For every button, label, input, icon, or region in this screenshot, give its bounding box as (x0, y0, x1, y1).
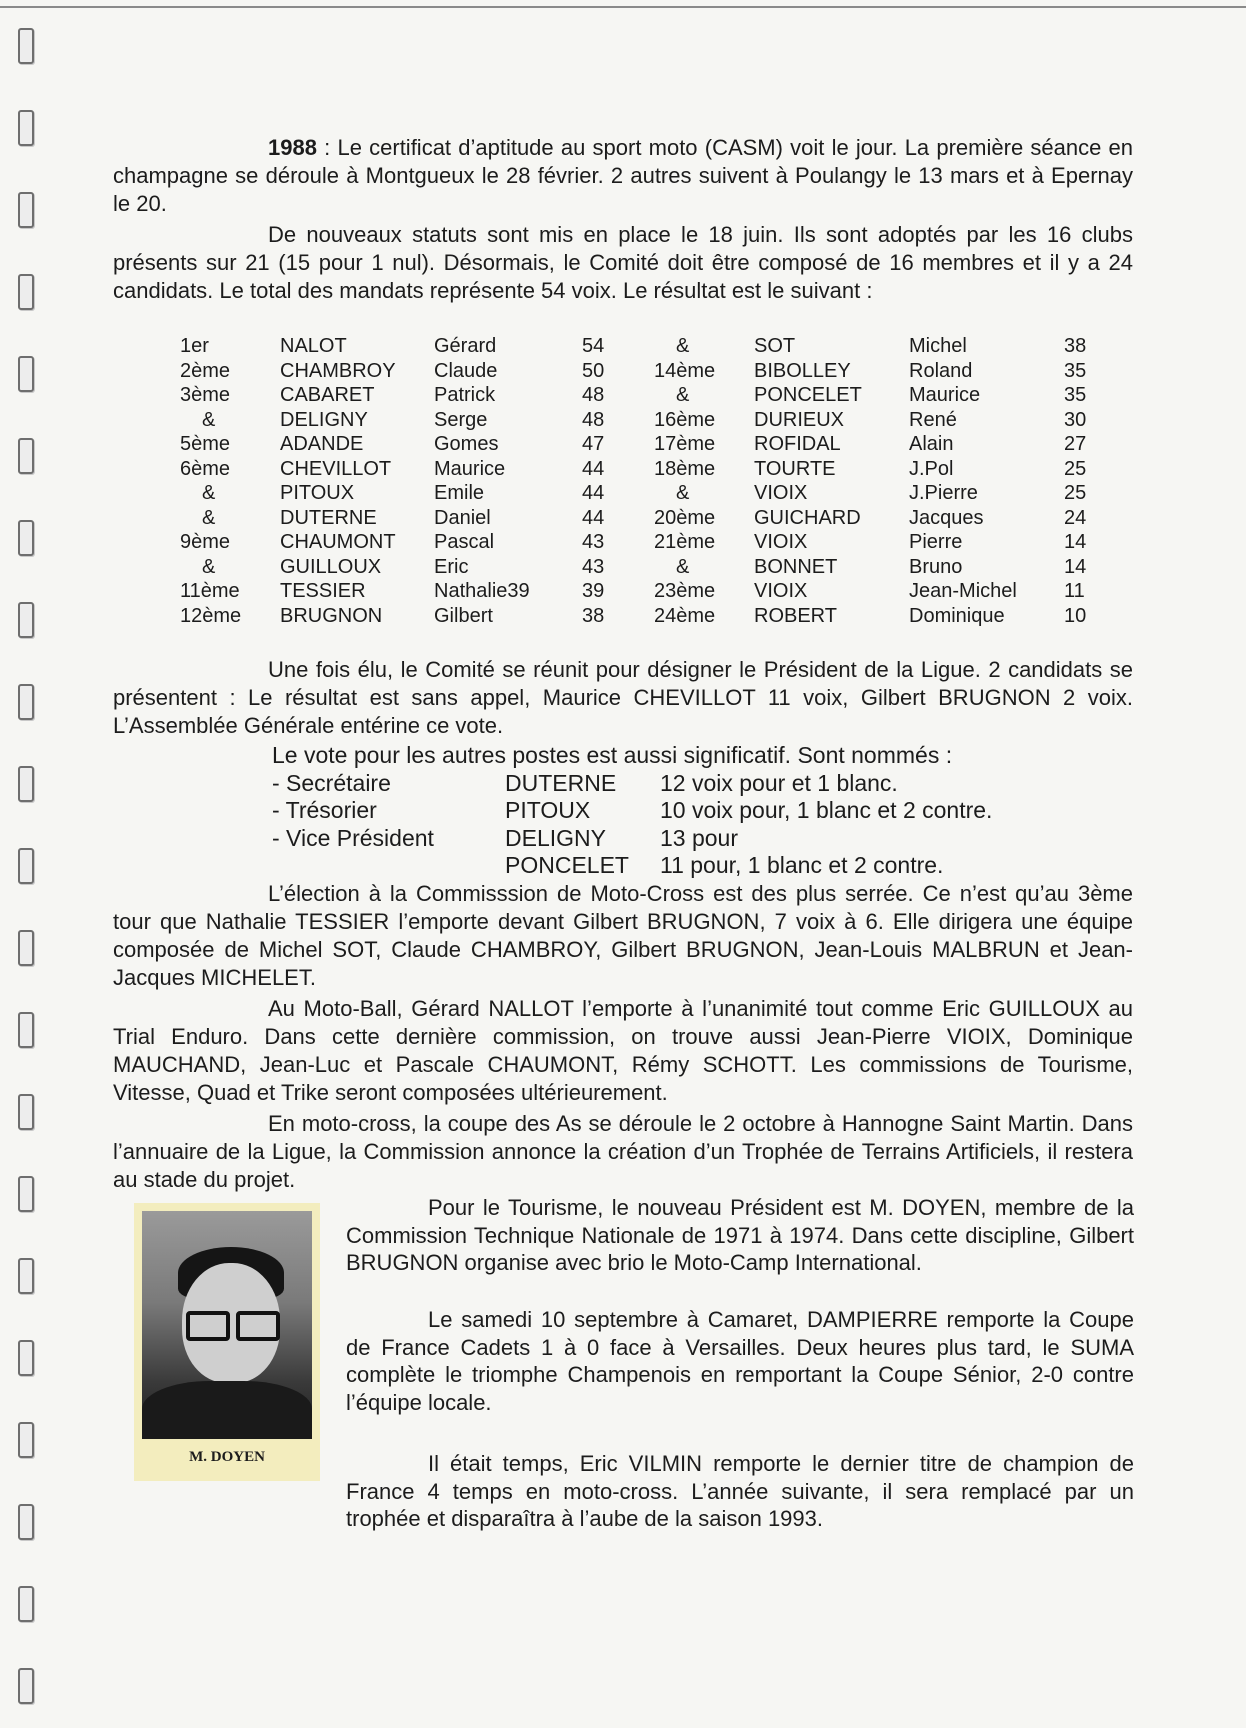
motocross-paragraph: L’élection à la Commisssion de Moto-Cross est des plus serrée. Ce n’est qu’au 3ème tour que Nathalie TESSIER l’emporte devant Gilbert BRUGNON, 7 voix à 6. Elle dirigera une équipe composée de Michel SOT, Claude CHAMBROY, Gilbert BRUGNON, Jean-Louis MALBRUN et Jean-Jacques MICHELET. (113, 881, 1133, 990)
rank-cell: & (202, 482, 216, 504)
lastname-cell: CHEVILLOT (280, 457, 392, 480)
poste-row (272, 797, 993, 825)
votes-cell: 50 (582, 359, 605, 382)
tourisme-paragraph: Pour le Tourisme, le nouveau Président est M. DOYEN, membre de la Commission Technique Nationale de 1971 à 1974. Dans cette discipline, Gilbert BRUGNON organise avec brio le Moto-Camp International. (346, 1195, 1134, 1275)
votes-cell: 27 (1064, 433, 1087, 455)
statuts-paragraph: De nouveaux statuts sont mis en place le 18 juin. Ils sont adoptés par les 16 clubs présents sur 21 (15 pour 1 nul). Désormais, le Comité doit être composé de 16 membres et il y a 24 candidats. Le total des mandats représente 54 voix. Le résultat est le suivant : (113, 222, 1133, 303)
intro-text: : Le certificat d’aptitude au sport moto (CASM) voit le jour. La première séance en champagne se déroule à Montgueux le 28 février. 2 autres suivent à Poulangy le 13 mars et à Epernay le 20. (113, 135, 1133, 216)
motoball-paragraph: Au Moto-Ball, Gérard NALLOT l’emporte à l’unanimité tout comme Eric GUILLOUX au Trial Enduro. Dans cette dernière commission, on trouve aussi Jean-Pierre VIOIX, Dominique MAUCHAND, Jean-Luc et Pascale CHAUMONT, Rémy SCHOTT. Les commissions de Tourisme, Vitesse, Quad et Trike seront composées ultérieurement. (113, 996, 1133, 1105)
poste-name: PITOUX (505, 797, 591, 823)
lastname-cell: TESSIER (280, 580, 366, 602)
votes-cell: 24 (1064, 506, 1087, 529)
lastname-cell: BRUGNON (280, 604, 383, 627)
poste-votes: 11 pour, 1 blanc et 2 contre. (660, 852, 944, 878)
lastname-cell: NALOT (280, 335, 347, 357)
lastname-cell: VIOIX (754, 531, 808, 553)
lastname-cell: GUILLOUX (280, 555, 382, 578)
doyen-photo-frame (134, 1203, 320, 1481)
votes-cell: 54 (582, 335, 605, 357)
votes-cell: 14 (1064, 531, 1087, 553)
votes-cell: 10 (1064, 604, 1087, 627)
results-row (180, 555, 1104, 580)
firstname-cell: Alain (909, 433, 954, 455)
lastname-cell: BONNET (754, 555, 838, 578)
lastname-cell: TOURTE (754, 457, 836, 480)
rank-cell: & (202, 408, 216, 431)
votes-cell: 39 (582, 580, 605, 602)
rank-cell: 6ème (180, 457, 231, 480)
votes-cell: 48 (582, 408, 605, 431)
lastname-cell: DURIEUX (754, 408, 845, 431)
votes-cell: 44 (582, 482, 605, 504)
vilmin-paragraph: Il était temps, Eric VILMIN remporte le dernier titre de champion de France 4 temps en moto-cross. L’année suivante, il sera remplacé par un trophée et disparaîtra à l’aube de la saison 1993. (346, 1451, 1134, 1531)
rank-cell: 17ème (654, 433, 716, 455)
lastname-cell: CHAUMONT (280, 531, 396, 553)
rank-cell: & (676, 555, 690, 578)
votes-cell: 38 (582, 604, 605, 627)
votes-cell: 30 (1064, 408, 1087, 431)
firstname-cell: Michel (909, 335, 967, 357)
rank-cell: & (202, 506, 216, 529)
coupe-as-paragraph: En moto-cross, la coupe des As se déroule le 2 octobre à Hannogne Saint Martin. Dans l’annuaire de la Ligue, la Commission annonce la création d’un Trophée de Terrains Artificiels, il restera au stade du projet. (113, 1111, 1133, 1192)
rank-cell: 16ème (654, 408, 716, 431)
firstname-cell: Pascal (434, 531, 495, 553)
poste-name: PONCELET (505, 852, 629, 878)
results-row (180, 432, 1104, 457)
poste-name: DUTERNE (505, 769, 617, 796)
president-paragraph: Une fois élu, le Comité se réunit pour désigner le Président de la Ligue. 2 candidats se présentent : Le résultat est sans appel, Maurice CHEVILLOT 11 voix, Gilbert BRUGNON 2 voix. L’Assemblée Générale entérine ce vote. (113, 657, 1133, 738)
firstname-cell: Nathalie39 (434, 580, 530, 602)
firstname-cell: Bruno (909, 555, 963, 578)
rank-cell: 9ème (180, 531, 231, 553)
results-row (180, 506, 1104, 531)
lastname-cell: SOT (754, 335, 796, 357)
results-row (180, 457, 1104, 482)
rank-cell: 20ème (654, 506, 716, 529)
results-row (180, 481, 1104, 506)
firstname-cell: Emile (434, 482, 485, 504)
votes-cell: 35 (1064, 359, 1087, 382)
firstname-cell: Roland (909, 359, 973, 382)
votes-cell: 25 (1064, 482, 1087, 504)
rank-cell: 11ème (180, 580, 240, 602)
year-heading: 1988 (268, 135, 317, 160)
firstname-cell: J.Pierre (909, 482, 978, 504)
firstname-cell: Gilbert (434, 604, 493, 627)
lastname-cell: ADANDE (280, 433, 364, 455)
poste-role: - Vice Président (272, 824, 434, 851)
votes-cell: 25 (1064, 457, 1087, 480)
rank-cell: & (202, 555, 216, 578)
poste-votes: 13 pour (660, 824, 739, 851)
votes-cell: 47 (582, 433, 605, 455)
votes-cell: 43 (582, 555, 605, 578)
firstname-cell: Maurice (434, 457, 506, 480)
rank-cell: 1er (180, 335, 209, 357)
votes-cell: 43 (582, 531, 605, 553)
results-row (180, 604, 1104, 629)
firstname-cell: Dominique (909, 604, 1005, 627)
camaret-paragraph: Le samedi 10 septembre à Camaret, DAMPIERRE remporte la Coupe de France Cadets 1 à 0 face à Versailles. Deux heures plus tard, le SUMA complète le triomphe Champenois en remportant la Coupe Sénior, 2-0 contre l’équipe locale. (346, 1307, 1134, 1415)
rank-cell: 14ème (654, 359, 716, 382)
results-row (180, 408, 1104, 433)
firstname-cell: Jean-Michel (909, 580, 1017, 602)
results-row (180, 579, 1104, 604)
firstname-cell: Serge (434, 408, 488, 431)
postes-intro-text: Le vote pour les autres postes est aussi significatif. Sont nommés : (272, 742, 953, 768)
lastname-cell: DELIGNY (280, 408, 368, 431)
rank-cell: 24ème (654, 604, 716, 627)
postes-intro (272, 742, 952, 770)
poste-row (272, 770, 952, 798)
rank-cell: 12ème (180, 604, 242, 627)
rank-cell: & (676, 384, 690, 406)
results-row (180, 359, 1104, 384)
rank-cell: 18ème (654, 457, 716, 480)
votes-cell: 44 (582, 457, 605, 480)
lastname-cell: VIOIX (754, 482, 808, 504)
lastname-cell: PONCELET (754, 384, 862, 406)
firstname-cell: Pierre (909, 531, 963, 553)
election-results-table (180, 334, 1104, 628)
votes-cell: 48 (582, 384, 605, 406)
lastname-cell: BIBOLLEY (754, 359, 851, 382)
firstname-cell: Jacques (909, 506, 984, 529)
results-row (180, 334, 1104, 359)
poste-row (272, 825, 952, 853)
votes-cell: 44 (582, 506, 605, 529)
doyen-portrait-photo (142, 1211, 312, 1439)
lastname-cell: ROBERT (754, 604, 837, 627)
postes-list (272, 742, 993, 880)
firstname-cell: Maurice (909, 384, 981, 406)
poste-votes: 12 voix pour et 1 blanc. (660, 769, 898, 796)
votes-cell: 11 (1064, 580, 1085, 602)
lastname-cell: CABARET (280, 384, 375, 406)
lastname-cell: ROFIDAL (754, 433, 841, 455)
intro-paragraph (113, 134, 1133, 218)
lastname-cell: PITOUX (280, 482, 355, 504)
rank-cell: 21ème (654, 531, 716, 553)
firstname-cell: Gérard (434, 335, 497, 357)
lastname-cell: DUTERNE (280, 506, 377, 529)
poste-role: - Secrétaire (272, 769, 391, 796)
rank-cell: 3ème (180, 384, 231, 406)
rank-cell: 23ème (654, 580, 716, 602)
photo-caption: M. DOYEN (189, 1449, 265, 1465)
votes-cell: 38 (1064, 335, 1087, 357)
poste-name: DELIGNY (505, 824, 606, 851)
firstname-cell: Claude (434, 359, 498, 382)
results-row (180, 530, 1104, 555)
poste-role: - Trésorier (272, 797, 377, 823)
lastname-cell: VIOIX (754, 580, 808, 602)
firstname-cell: Eric (434, 555, 469, 578)
rank-cell: 5ème (180, 433, 231, 455)
poste-votes: 10 voix pour, 1 blanc et 2 contre. (660, 797, 993, 823)
firstname-cell: René (909, 408, 957, 431)
firstname-cell: Daniel (434, 506, 491, 529)
lastname-cell: GUICHARD (754, 506, 861, 529)
firstname-cell: J.Pol (909, 457, 954, 480)
rank-cell: 2ème (180, 359, 231, 382)
results-row (180, 383, 1104, 408)
votes-cell: 35 (1064, 384, 1087, 406)
rank-cell: & (676, 482, 690, 504)
lastname-cell: CHAMBROY (280, 359, 396, 382)
firstname-cell: Gomes (434, 433, 499, 455)
rank-cell: & (676, 335, 690, 357)
poste-row (272, 852, 952, 880)
firstname-cell: Patrick (434, 384, 496, 406)
votes-cell: 14 (1064, 555, 1087, 578)
